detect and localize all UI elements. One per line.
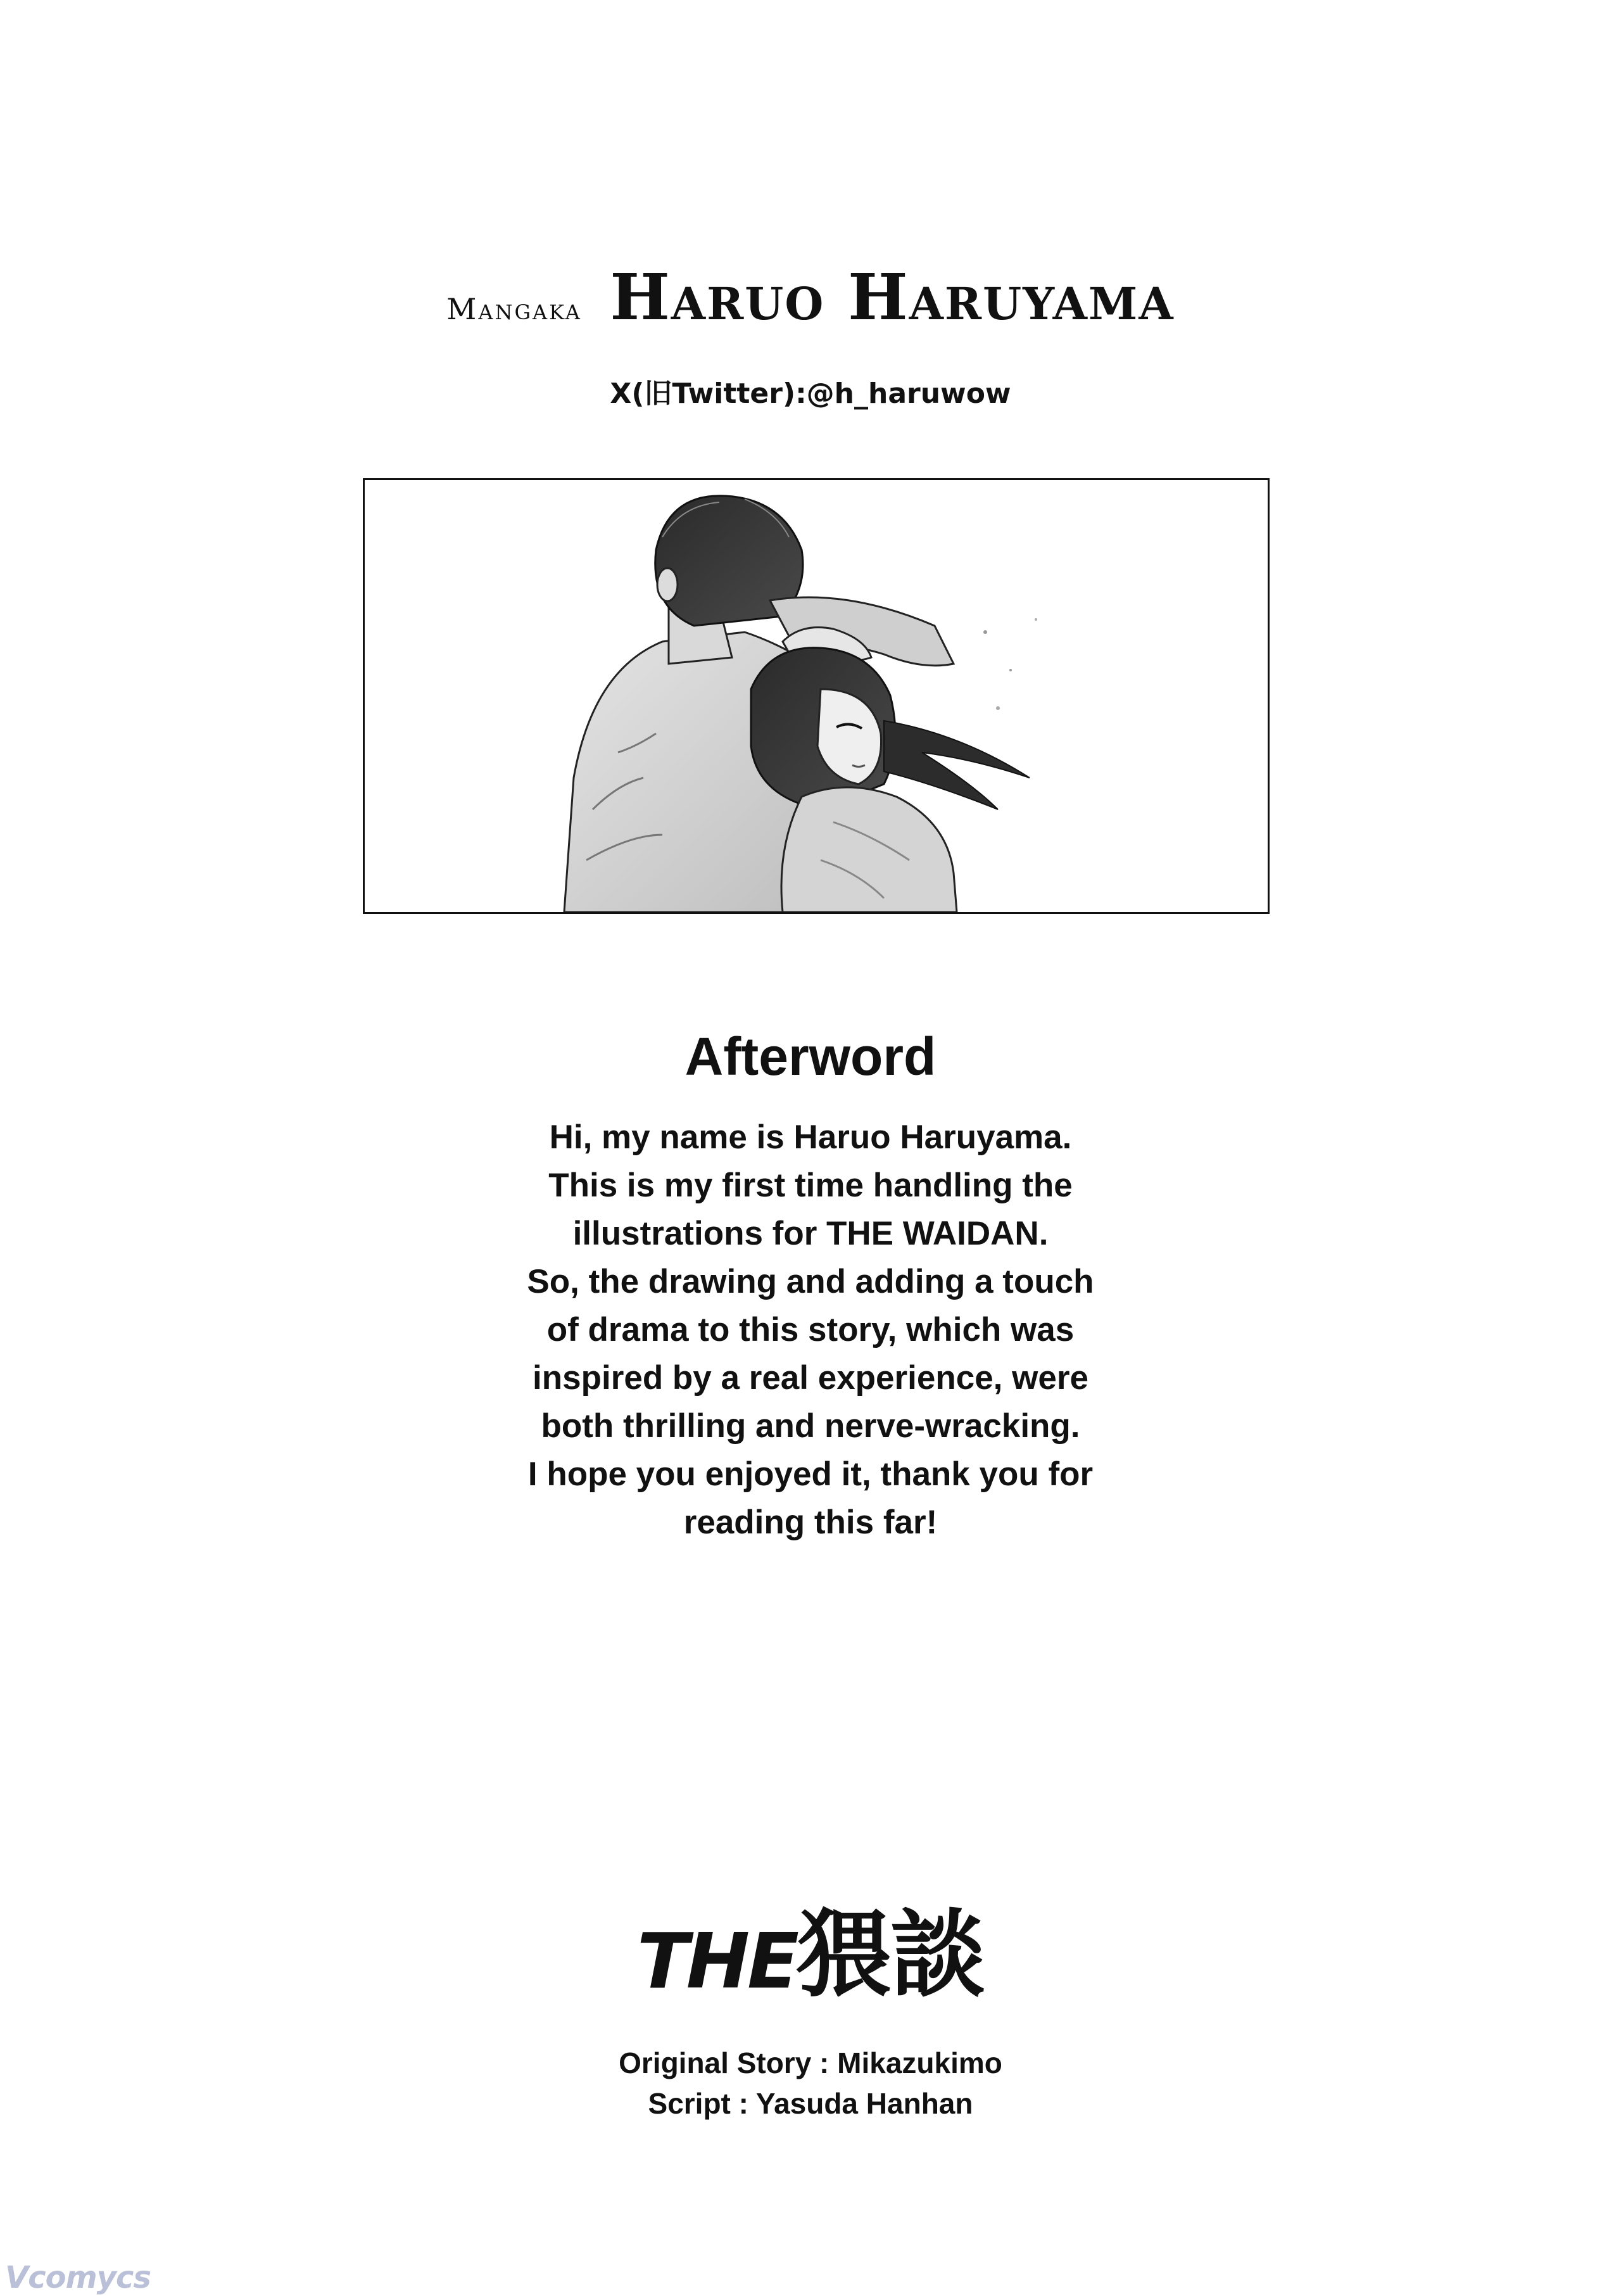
- script-credit: Script : Yasuda Hanhan: [648, 2087, 973, 2120]
- afterword-line: illustrations for THE WAIDAN.: [572, 1215, 1049, 1252]
- afterword-line: So, the drawing and adding a touch: [527, 1263, 1094, 1300]
- author-name: Haruo Haruyama: [610, 260, 1175, 334]
- watermark-logo: Vcomycs: [5, 2260, 151, 2295]
- afterword-line: of drama to this story, which was: [546, 1311, 1075, 1348]
- afterword-line: both thrilling and nerve-wracking.: [541, 1407, 1080, 1445]
- logo-kanji: 猥談: [797, 1900, 985, 2010]
- afterword-line: Hi, my name is Haruo Haruyama.: [549, 1119, 1072, 1156]
- afterword-line: reading this far!: [683, 1504, 938, 1541]
- afterword-line: This is my first time handling the: [548, 1167, 1073, 1204]
- original-story-credit: Original Story : Mikazukimo: [619, 2046, 1002, 2079]
- afterword-line: inspired by a real experience, were: [533, 1359, 1088, 1397]
- afterword-body: [431, 1113, 1190, 1547]
- afterword-line: I hope you enjoyed it, thank you for: [527, 1456, 1094, 1493]
- illustration-frame: [363, 478, 1270, 914]
- series-logo: [0, 1878, 1621, 2015]
- logo-latin: THE: [636, 1918, 797, 2006]
- role-label: Mangaka: [446, 292, 582, 326]
- social-handle: X(旧Twitter):@h_haruwow: [610, 377, 1011, 410]
- afterword-title: Afterword: [684, 1027, 937, 1086]
- embracing-couple-illustration: [365, 480, 1268, 912]
- author-header: [0, 260, 1621, 334]
- credits: [0, 2043, 1621, 2124]
